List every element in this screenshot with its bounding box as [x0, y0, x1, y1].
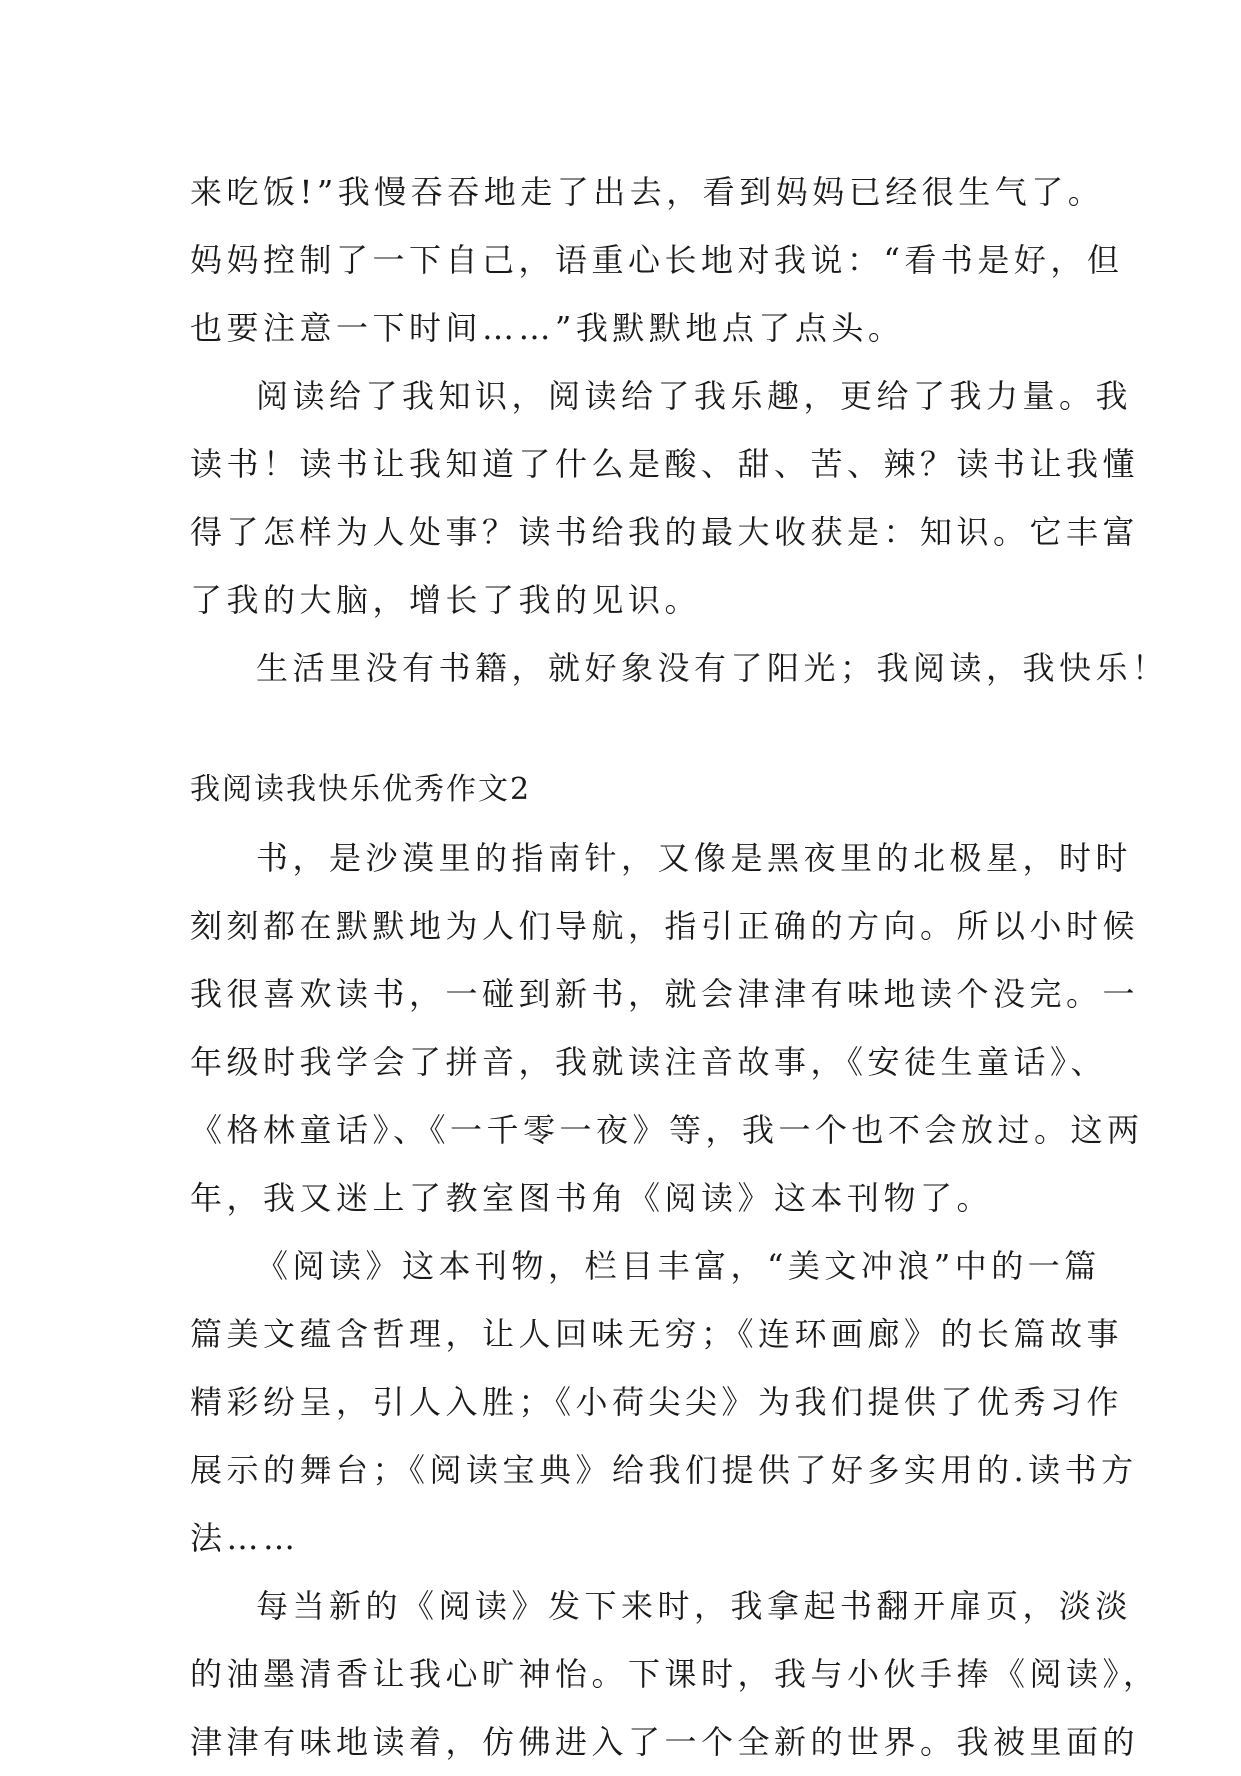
- text-line: 书，是沙漠里的指南针，又像是黑夜里的北极星，时时: [256, 839, 1133, 877]
- paragraph: [190, 1572, 1160, 1776]
- text-line: 篇美文蕴含哲理，让人回味无穷；《连环画廊》的长篇故事: [190, 1315, 1124, 1353]
- text-line: 精彩纷呈，引人入胜；《小荷尖尖》为我们提供了优秀习作: [190, 1383, 1124, 1421]
- paragraph: [190, 634, 1169, 702]
- text-line: 生活里没有书籍，就好象没有了阳光；我阅读，我快乐！: [256, 649, 1169, 687]
- text-line: 年，我又迷上了教室图书角《阅读》这本刊物了。: [190, 1179, 994, 1217]
- text-line: 年级时我学会了拼音，我就读注音故事，《安徒生童话》、: [190, 1043, 1108, 1081]
- text-line: 得了怎样为人处事？读书给我的最大收获是：知识。它丰富: [190, 513, 1140, 551]
- text-line: 也要注意一下时间……”我默默地点了点头。: [190, 309, 905, 347]
- text-line: 的油墨清香让我心旷神怡。下课时，我与小伙手捧《阅读》，: [190, 1655, 1160, 1693]
- text-line: 阅读给了我知识，阅读给了我乐趣，更给了我力量。我: [256, 377, 1133, 415]
- text-line: 妈妈控制了一下自己，语重心长地对我说：“看书是好，但: [190, 241, 1124, 279]
- text-line: 刻刻都在默默地为人们导航，指引正确的方向。所以小时候: [190, 907, 1140, 945]
- text-line: 我很喜欢读书，一碰到新书，就会津津有味地读个没完。一: [190, 975, 1140, 1013]
- text-line: 《格林童话》、《一千零一夜》等，我一个也不会放过。这两: [190, 1111, 1144, 1149]
- paragraph: [190, 158, 1124, 362]
- document-body: [190, 158, 1169, 1776]
- text-line: 津津有味地读着，仿佛进入了一个全新的世界。我被里面的: [190, 1723, 1140, 1761]
- section-spacer: [190, 702, 1060, 756]
- paragraph: [190, 362, 1140, 634]
- text-line: 读书！读书让我知道了什么是酸、甜、苦、辣？读书让我懂: [190, 445, 1140, 483]
- text-line: 展示的舞台；《阅读宝典》给我们提供了好多实用的.读书方: [190, 1451, 1138, 1489]
- text-line: 来吃饭!”我慢吞吞地走了出去，看到妈妈已经很生气了。: [190, 173, 1105, 211]
- text-line: 《阅读》这本刊物，栏目丰富，“美文冲浪”中的一篇: [256, 1247, 1101, 1285]
- text-line: 每当新的《阅读》发下来时，我拿起书翻开扉页，淡淡: [256, 1587, 1133, 1625]
- section-title: 我阅读我快乐优秀作文2: [190, 772, 532, 807]
- paragraph: [190, 1232, 1138, 1572]
- text-line: 了我的大脑，增长了我的见识。: [190, 581, 702, 619]
- paragraph: [190, 824, 1144, 1232]
- text-line: 法……: [190, 1519, 300, 1557]
